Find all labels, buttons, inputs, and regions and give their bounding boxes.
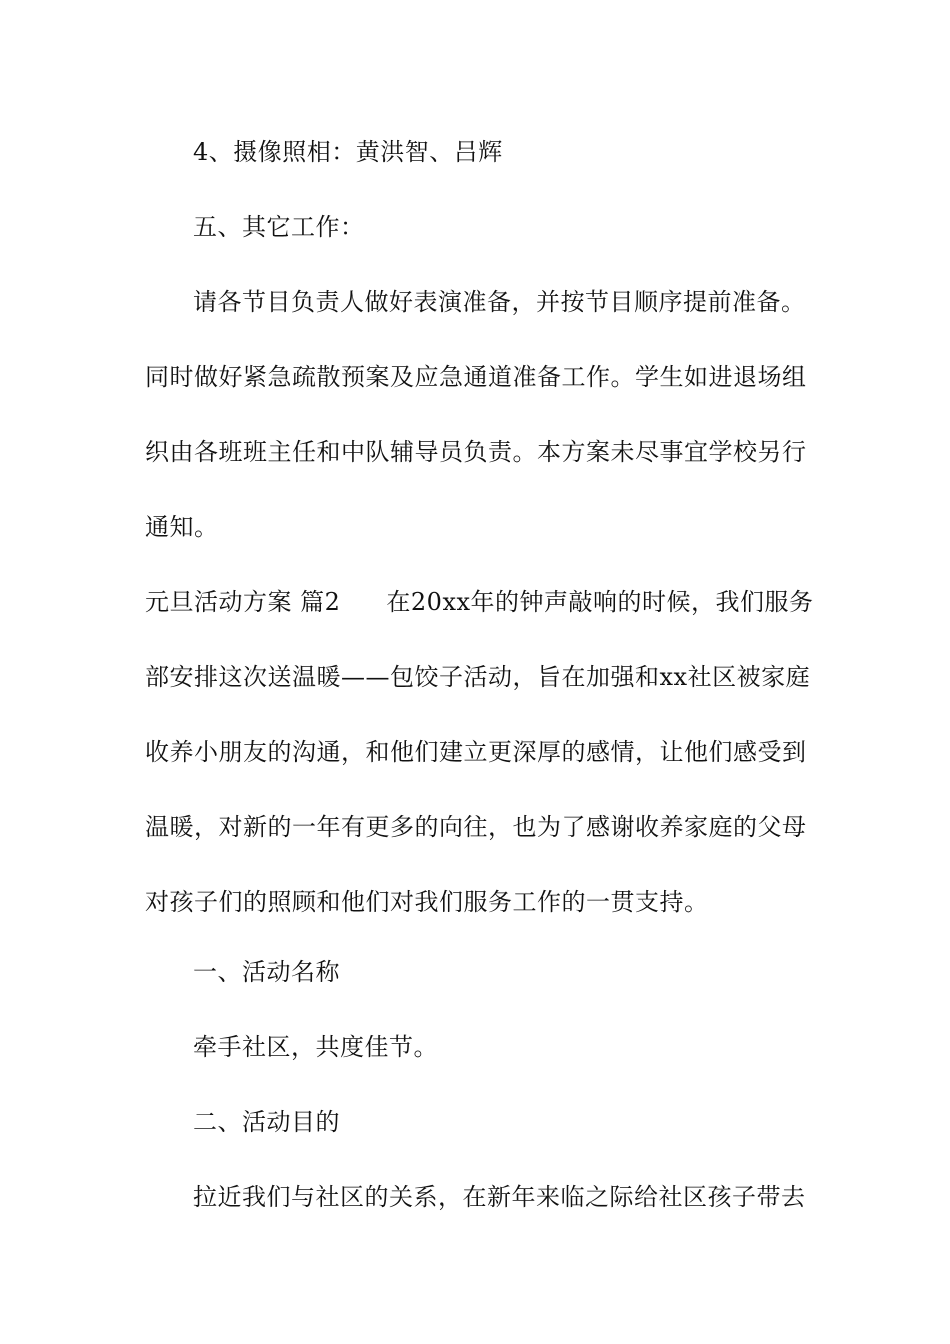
text-line: 织由各班班主任和中队辅导员负责。本方案未尽事宜学校另行 xyxy=(145,438,807,466)
text-span: 在20xx年的钟声敲响的时候，我们服务 xyxy=(386,588,814,616)
section-heading-activity-purpose: 二、活动目的 xyxy=(193,1108,340,1136)
section-heading-activity-name: 一、活动名称 xyxy=(193,958,340,986)
text-line: 部安排这次送温暖——包饺子活动，旨在加强和xx社区被家庭 xyxy=(145,663,811,691)
text-line: 拉近我们与社区的关系，在新年来临之际给社区孩子带去 xyxy=(193,1183,806,1211)
text-line: 牵手社区，共度佳节。 xyxy=(193,1033,438,1061)
text-line: 通知。 xyxy=(145,513,219,541)
text-line: 4、摄像照相：黄洪智、吕辉 xyxy=(193,138,503,166)
section-heading-plan-2: 元旦活动方案 篇2 xyxy=(145,588,341,616)
text-line: 对孩子们的照顾和他们对我们服务工作的一贯支持。 xyxy=(145,888,709,916)
text-line-with-heading xyxy=(145,586,814,618)
text-line: 请各节目负责人做好表演准备，并按节目顺序提前准备。 xyxy=(193,288,806,316)
text-line: 温暖，对新的一年有更多的向往，也为了感谢收养家庭的父母 xyxy=(145,813,807,841)
section-heading-other-work: 五、其它工作： xyxy=(193,213,365,241)
text-line: 收养小朋友的沟通，和他们建立更深厚的感情，让他们感受到 xyxy=(145,738,807,766)
text-line: 同时做好紧急疏散预案及应急通道准备工作。学生如进退场组 xyxy=(145,363,807,391)
